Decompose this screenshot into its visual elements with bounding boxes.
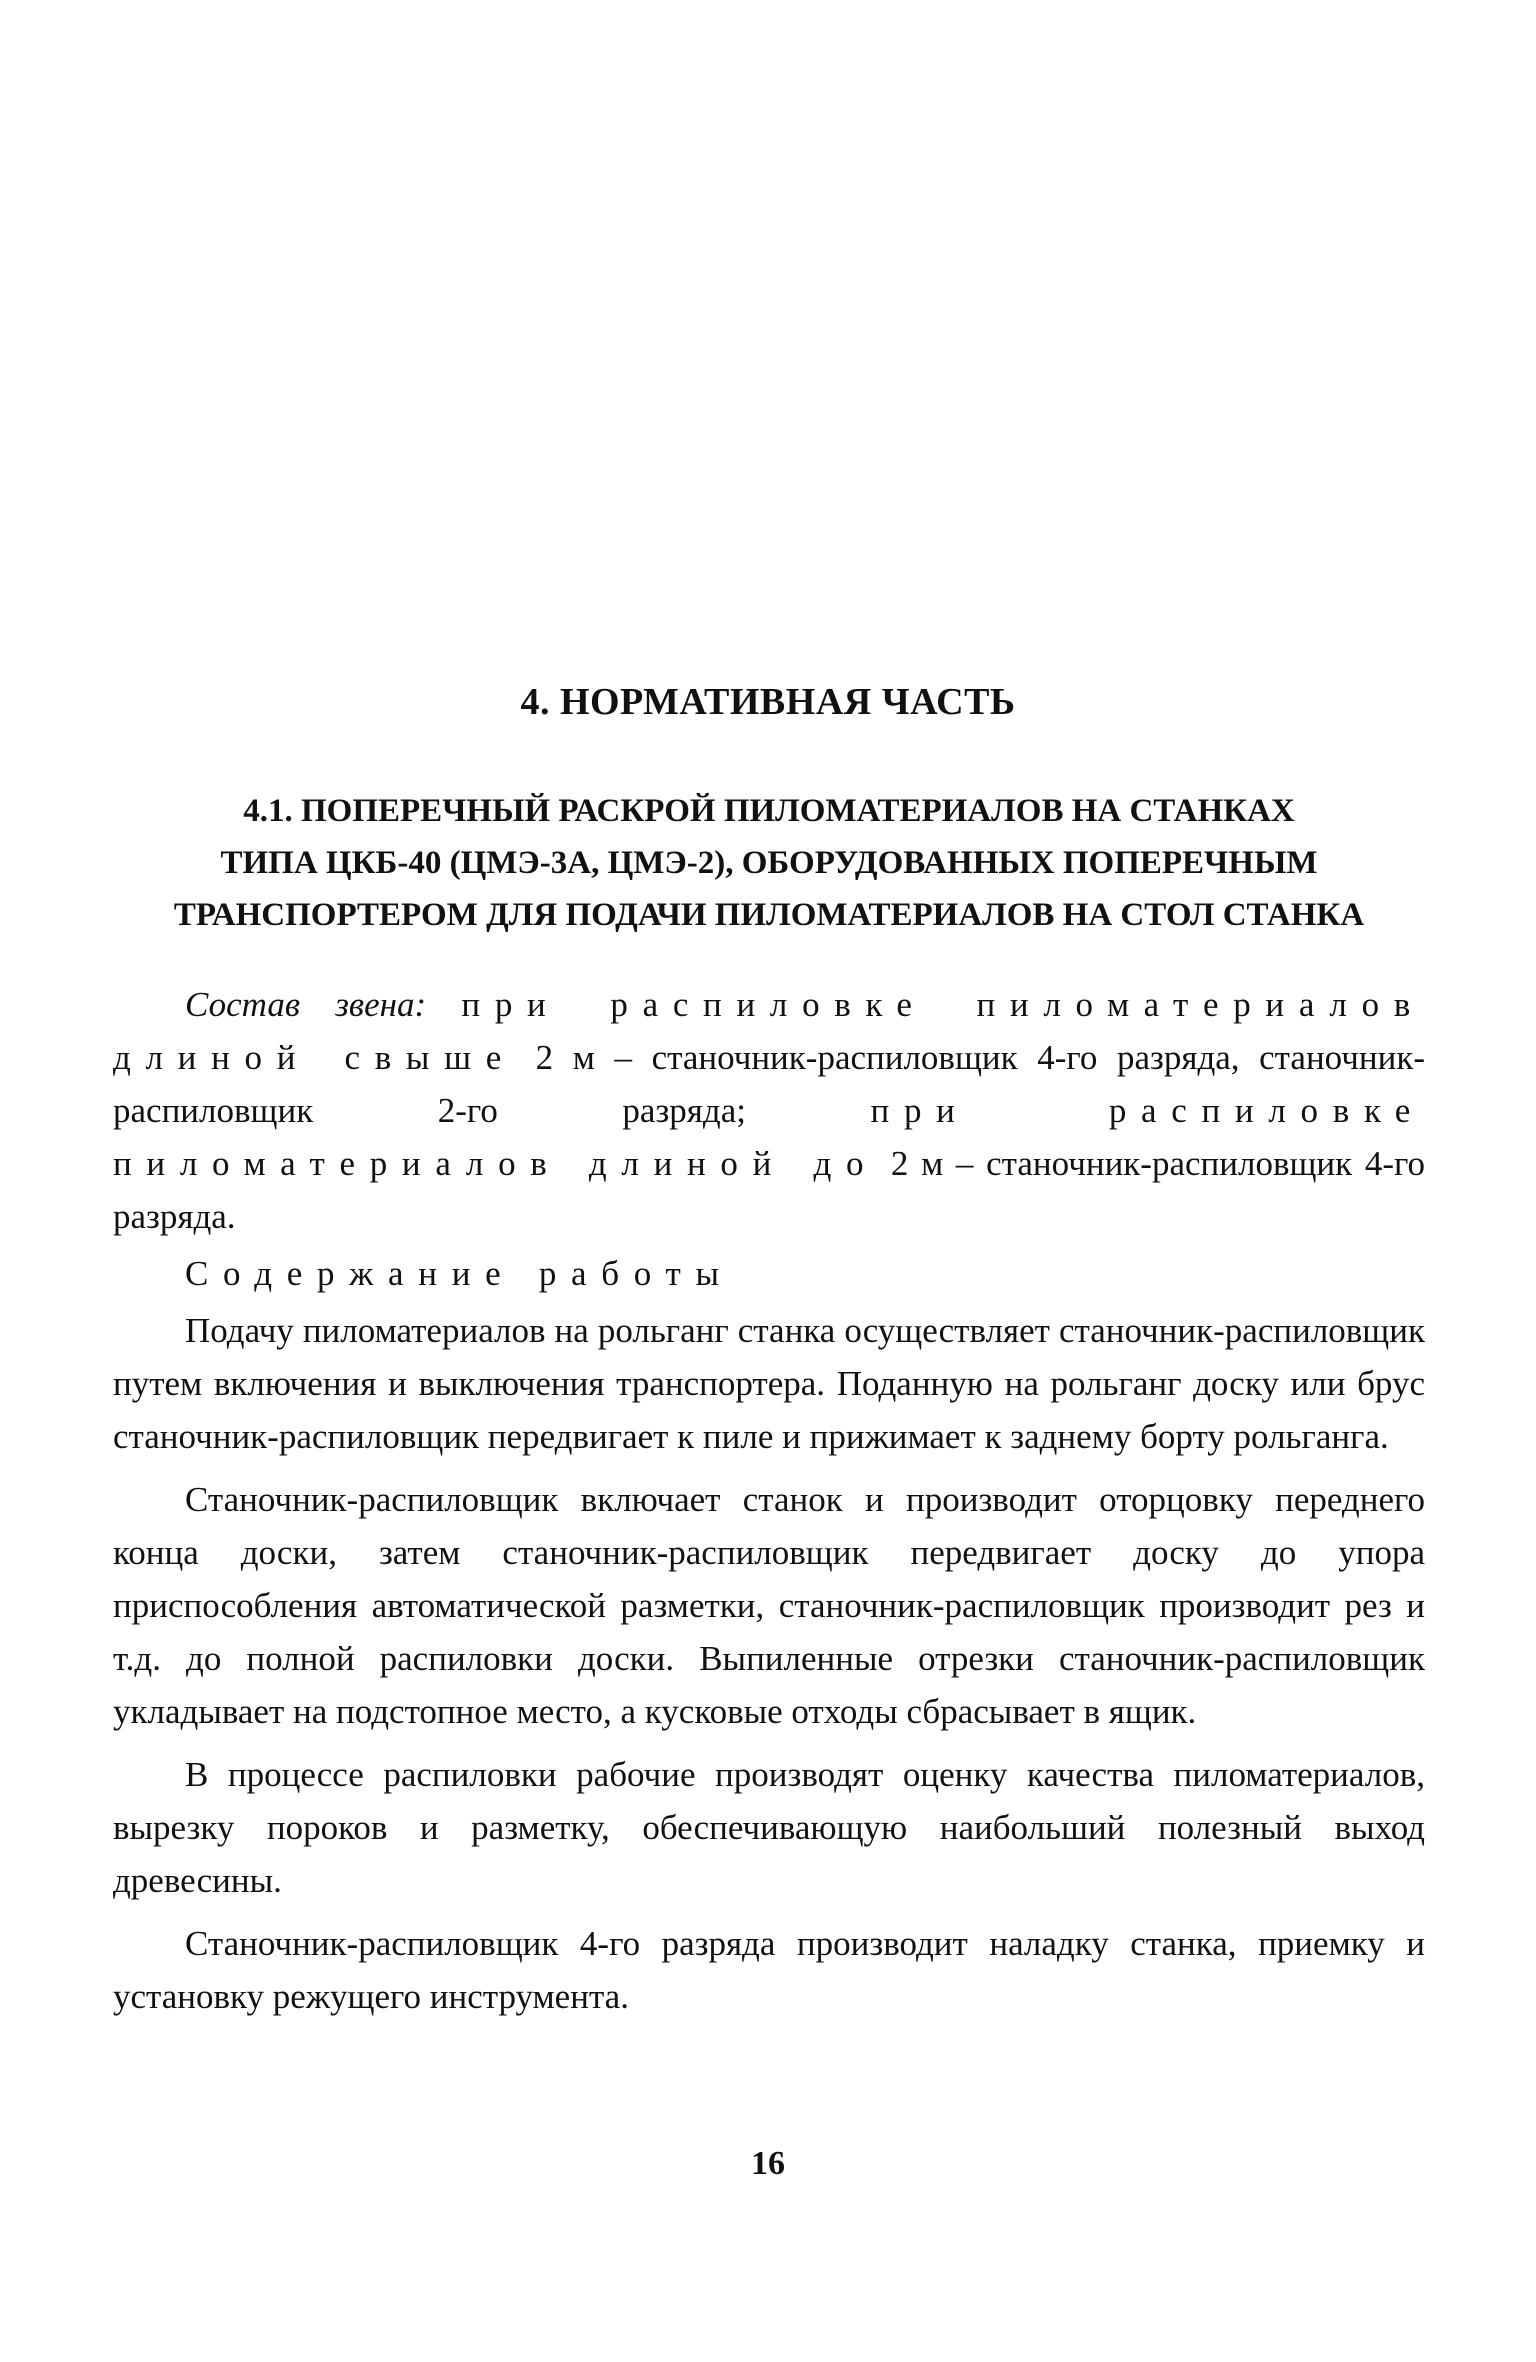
page-number: 16: [751, 2145, 785, 2182]
crew-label: Состав звена:: [185, 985, 427, 1024]
chapter-title: 4. НОРМАТИВНАЯ ЧАСТЬ: [520, 681, 1016, 723]
section-title-line: ТИПА ЦКБ-40 (ЦМЭ-3А, ЦМЭ-2), ОБОРУДОВАННЫХ ПОПЕРЕЧНЫМ: [220, 845, 1318, 881]
body-text: [113, 978, 1425, 2023]
section-title: [113, 785, 1425, 941]
crew-text-long: 2 м – станочник-распиловщик 4-го разряда, станочник-распиловщик 2-го разряда;: [113, 1038, 1425, 1130]
work-paragraph: В процессе распиловки рабочие производят оценку качества пиломатериалов, вырезку пороков и разметку, обеспечивающую наибольший полезный выход древесины.: [113, 1755, 1425, 1900]
crew-paragraph: [113, 978, 1425, 1243]
crew-text-short: 2 м – станочник-распиловщик 4-го разряда.: [113, 1144, 1426, 1236]
work-paragraph: Подачу пиломатериалов на рольганг станка осуществляет станочник-распиловщик путем включения и выключения транспортера. Поданную на рольганг доску или брус станочник-распиловщик передвигает к пиле и прижимает к заднему борту рольганга.: [113, 1311, 1425, 1456]
section-title-line: 4.1. ПОПЕРЕЧНЫЙ РАСКРОЙ ПИЛОМАТЕРИАЛОВ НА СТАНКАХ: [243, 793, 1295, 829]
work-paragraph: Станочник-распиловщик включает станок и производит оторцовку переднего конца доски, затем станочник-распиловщик передвигает доску до упора приспособления автоматической разметки, станочник-распиловщик производит рез и т.д. до полной распиловки доски. Выпиленные отрезки станочник-распиловщик укладывает на подстопное место, а кусковые отходы сбрасывает в ящик.: [113, 1480, 1425, 1731]
section-title-line: ТРАНСПОРТЕРОМ ДЛЯ ПОДАЧИ ПИЛОМАТЕРИАЛОВ НА СТОЛ СТАНКА: [173, 897, 1365, 933]
crew-condition-short: при распиловке пиломатериалов длиной до: [113, 1091, 1426, 1183]
crew-condition-long: при распиловке пиломатериалов длиной свыше: [113, 985, 1425, 1077]
work-heading: Содержание работы: [185, 1254, 734, 1293]
work-paragraph: Станочник-распиловщик 4-го разряда производит наладку станка, приемку и установку режущего инструмента.: [113, 1924, 1425, 2016]
